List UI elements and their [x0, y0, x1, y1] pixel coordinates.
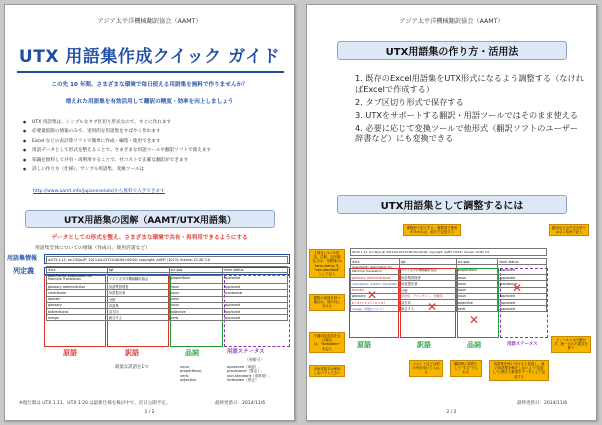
table-cell: b i d i r e c t i o n a l [351, 299, 400, 305]
label-optional: （省略可） [245, 357, 264, 362]
table-cell: 用語集 [107, 302, 169, 308]
table-cell: アジア太平洋機械翻訳協会 [107, 273, 169, 284]
subtitle-1: この先 10 年間、さまざまな環境で毎日使える用語集を無料で作りませんか？ [51, 82, 248, 88]
label-pos: 品詞 [467, 341, 481, 349]
header-cell: #UTX 1.11; en-US/ja-JP; 2013-04-01T10:00:00+09:00; copyright: AAMT (2013); license: CC-BY 3.0 [47, 257, 288, 264]
table-cell: 分野 [399, 287, 456, 293]
table-cell: src:pos [169, 267, 223, 273]
list-item: ● 詳しい作り方（仕様）、サンプル用語集、変換ツールは [23, 165, 285, 174]
section-title-howto: UTX用語集の作り方・活用法 [337, 41, 567, 60]
callout-review: 用語集を使い分けると見直し、他の用語集を修正しないよう"見直し"に関する事項をデータとして記述する [489, 360, 549, 381]
callout-forbidden: 不適切な訳語を含む場合は、"forbidden" を記入 [309, 332, 345, 353]
table-cell: noun [456, 275, 498, 281]
note-min-translation: 最低な訳語を1つ [115, 365, 149, 370]
section-title-diagram: UTX用語集の図解（AAMT/UTX用語集） [25, 210, 275, 228]
table-cell: domain [351, 287, 400, 293]
table-row [47, 315, 288, 321]
section-title-adjust: UTX用語集として調整するには [337, 195, 567, 214]
table-cell: 双方向 [107, 308, 169, 314]
table-cell: approved [223, 273, 288, 284]
table-cell: bidirectional [47, 308, 108, 314]
label-glossary-info: 用語集情報 [7, 255, 38, 262]
table-cell: adjective [169, 308, 223, 314]
table-cell: verb [456, 306, 498, 312]
callout-comments: コメントなどは別の列を用いて入れる [409, 360, 443, 377]
table-cell: glossary [47, 302, 108, 308]
table-cell: 双方向 [399, 299, 456, 305]
label-source: 原語 [63, 349, 77, 357]
table-cell: adjective [456, 299, 498, 305]
table-cell: #src [47, 267, 108, 273]
page-number: 1 / 2 [144, 410, 155, 415]
table-cell: approved [498, 293, 547, 299]
table-cell: approved [223, 284, 288, 290]
table-cell: provisional [498, 281, 547, 287]
table-cell: approved [498, 306, 547, 312]
table-cell: Asia-Pacific Association for Machine Translation [47, 273, 108, 284]
table-cell: 用語提出者 [107, 290, 169, 296]
table-cell: 用語集管理者 [399, 275, 456, 281]
list-item: ● 用語データとして形式を整えることで、さまざまな用語ツールや翻訳ソフトで使えます [23, 146, 285, 155]
table-cell: 統合する [399, 306, 456, 312]
title-underline [17, 71, 284, 73]
steps-list [355, 73, 585, 146]
list-item: ● Excel などの表計算ソフトで簡単に作成・編集・使用できます [23, 137, 285, 146]
label-pos: 品詞 [185, 349, 199, 357]
pos-values: noun, properNoun, verb, adjective [180, 365, 203, 383]
page-title: UTX 用語集作成クイック ガイド [18, 47, 281, 67]
table-cell: noun [169, 284, 223, 290]
table-cell: #src [351, 259, 400, 265]
list-item: 2. タブ区切り形式で保存する [355, 96, 464, 107]
table-cell: 用語集管理者 [107, 284, 169, 290]
table-cell: term status [223, 267, 288, 273]
table-cell: src:pos [456, 259, 498, 265]
page-1 [4, 4, 295, 421]
red-caption: データとしての形式を整え、さまざまな環境で共有・再利用できるようにする [51, 235, 248, 241]
page-header: アジア太平洋機械翻訳協会（AAMT） [399, 18, 504, 25]
callout-field-split: フィールドは分割せず、統一された書式を使う [551, 336, 591, 353]
callout-fullwidth: 全角英数字は使用しないでください [309, 365, 345, 377]
table-cell: noun [456, 287, 498, 293]
list-item: 1. 既存のExcel用語集をUTX形式になるよう調整する（なければExcelで作成する） [355, 73, 584, 94]
table-row [351, 265, 547, 275]
table-cell: properNoun [169, 273, 223, 284]
table-cell: 統合する [107, 315, 169, 321]
header-cell: #UTX 1.11; en-US/ja-JP; 2013-04-01T10:00:00+09:00; copyright: AAMT (2013); license: CC-BY 3.0 [351, 249, 547, 256]
footer-note: ※現行版は UTX 1.11、UTX 1.20 は最新仕様を検討中で、近日公開予定。 [19, 401, 171, 406]
table-cell: contributor, Author, translator [351, 281, 400, 287]
table-cell: glossary administrator [47, 284, 108, 290]
last-updated: 最終更新日：2014/11/6 [215, 401, 266, 406]
list-item: ● 知識を無料して共有・再利用することで、社コストで正確な翻訳ができます [23, 156, 285, 165]
table-cell: アジア太平洋機械翻訳協会 [399, 265, 456, 275]
table-cell: tgt [399, 259, 456, 265]
callout-plural: 複数形で記入する。複数形で使用が多かれば、両方で記述する [403, 224, 461, 236]
table-cell: domain [47, 296, 108, 302]
table-cell: merge（用語について） [351, 306, 400, 312]
callout-one-term: 1項目に1つの用語、注釈、記号類などは、分類別のL term-status を "non-standard" として記入 [309, 249, 345, 278]
page-number: 2 / 2 [446, 410, 457, 415]
table-cell: approved [223, 315, 288, 321]
table-cell: 分野 [107, 296, 169, 302]
table-cell: approved [498, 275, 547, 281]
callout-verb-form: 動詞などは不完全形ではなく原形で記入 [549, 224, 589, 236]
list-item: ● 必要最低限の情報のみで、実用的な用語集をすばやく作れます [23, 127, 285, 136]
label-target: 訳語 [417, 341, 431, 349]
page-header: アジア太平洋機械翻訳協会（AAMT） [97, 18, 202, 25]
feature-list [23, 118, 285, 174]
table-cell: Asia-Pacific Association for Machine Translation [351, 265, 400, 275]
table-cell: tgt [107, 267, 169, 273]
status-values: approved（承認）, provisional（暫定）, non-standard（非推奨）, forbidden（禁止） [227, 365, 271, 383]
page-2 [306, 4, 597, 421]
list-item: 3. UTXをサポートする翻訳・用語ツールではそのまま使える [355, 109, 579, 120]
table-cell: approved [223, 302, 288, 308]
table-cell: provisional [223, 290, 288, 296]
subtitle-2: 増えれた用語集を有効活用して翻訳の精度・効率を向上しましょう [65, 99, 234, 105]
callout-multi-meaning: 複数の意味を持つ場合は、別の行に分ける [309, 294, 345, 311]
table-cell: 用語集、グロッサリー、語彙集 [399, 293, 456, 299]
table-row [47, 273, 288, 284]
table-cell: merge [47, 315, 108, 321]
cross-mark-icon: ✕ [469, 313, 480, 327]
table-cell: noun [456, 293, 498, 299]
table-row [47, 257, 288, 264]
glossary-table [46, 256, 288, 321]
table-cell: term status [498, 259, 547, 265]
cross-mark-icon: ✕ [367, 288, 378, 302]
cross-mark-icon: ✕ [427, 300, 438, 314]
table-cell: approved [498, 265, 547, 275]
cross-mark-icon: ✕ [512, 281, 523, 295]
table-cell: glossary administrators [351, 275, 400, 281]
label-status: 用語ステータス [227, 349, 265, 355]
utx-link[interactable]: http://www.aamt.info/japanese/utx/から無料で入手できます [33, 189, 165, 194]
label-column-def: 列定義 [13, 267, 34, 275]
table-row [351, 249, 547, 256]
table-cell: approved [223, 308, 288, 314]
list-item: 4. 必要に応じて変換ツールで他形式（翻訳ソフトのユーザー辞書など）にも変換できる [355, 122, 579, 143]
callout-suru: 翻訳時に原則として"する"で入れる [450, 360, 482, 377]
table-cell: approved [498, 299, 547, 305]
table-row [351, 306, 547, 312]
table-cell: properNoun [456, 265, 498, 275]
list-item: ● UTX 用語集は、シンプルなタブ区切り形式なので、すぐに作れます [23, 118, 285, 127]
last-updated: 最終更新日：2014/11/6 [517, 401, 568, 406]
table-cell: 用語提出者 [399, 281, 456, 287]
table-cell: noun [169, 290, 223, 296]
table-cell: noun [169, 296, 223, 302]
label-status: 用語ステータス [507, 342, 538, 347]
table-cell: noun [456, 281, 498, 287]
table-cell: contributor [47, 290, 108, 296]
table-caption: 用語集全体についての情報（作成日、使用許諾など） [35, 246, 151, 251]
label-source: 原語 [357, 341, 371, 349]
table-cell: glossary [351, 293, 400, 299]
label-target: 訳語 [125, 349, 139, 357]
table-cell: verb [169, 315, 223, 321]
table-cell: noun [169, 302, 223, 308]
